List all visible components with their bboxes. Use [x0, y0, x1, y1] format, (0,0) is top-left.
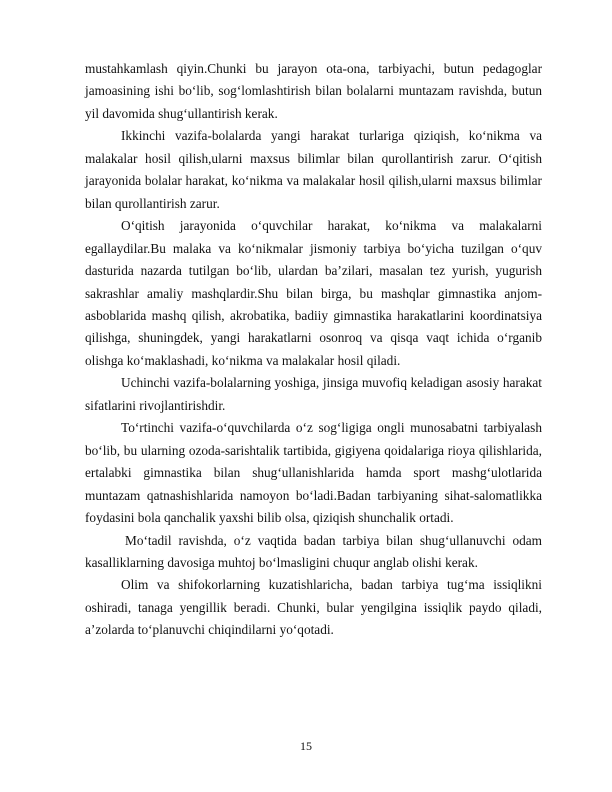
- paragraph: mustahkamlash qiyin.Chunki bu jarayon ota-ona, tarbiyachi, butun pedagoglar jamoasining ishi bo‘lib, sog‘lomlashtirish bilan bolalarni muntazam ravishda, butun yil davomida shug‘ullantirish kerak.: [85, 61, 542, 121]
- paragraph: Olim va shifokorlarning kuzatishlaricha, badan tarbiya tug‘ma issiqlikni oshiradi, tanaga yengillik beradi. Chunki, bular yengilgina issiqlik paydo qiladi, a’zolarda to‘planuvchi chiqindilarni yo‘qotadi.: [85, 577, 542, 638]
- paragraph: Ikkinchi vazifa-bolalarda yangi harakat turlariga qiziqish, ko‘nikma va malakalar hosil qilish,ularni maxsus bilimlar bilan qurollantirish zarur. O‘qitish jarayonida bolalar harakat, ko‘nikma va malakalar hosil qilish,ularni maxsus bilimlar bilan qurollantirish zarur.: [85, 128, 542, 211]
- page-number: 15: [300, 739, 312, 753]
- document-body: [85, 58, 542, 642]
- paragraph: Mo‘tadil ravishda, o‘z vaqtida badan tarbiya bilan shug‘ullanuvchi odam kasalliklarning davosiga muhtoj bo‘lmasligini chuqur anglab olishi kerak.: [85, 532, 542, 570]
- paragraph: O‘qitish jarayonida o‘quvchilar harakat, ko‘nikma va malakalarni egallaydilar.Bu malaka va ko‘nikmalar jismoniy tarbiya bo‘yicha tuzilgan o‘quv dasturida nazarda tutilgan bo‘lib, ulardan ba’zilari, masalan tez yurish, yugurish sakrashlar amaliy mashqlardir.Shu bilan birga, bu mashqlar gimnastika anjom-asboblarida mashq qilish, akrobatika, badiiy gimnastika harakatlarini koordinatsiya qilishga, shuningdek, yangi harakatlarni osonroq va qisqa vaqt ichida o‘rganib olishga ko‘maklashadi, ko‘nikma va malakalar hosil qiladi.: [85, 218, 542, 368]
- paragraph: To‘rtinchi vazifa-o‘quvchilarda o‘z sog‘ligiga ongli munosabatni tarbiyalash bo‘lib, bu ularning ozoda-sarishtalik tartibida, gigiyena qoidalariga rioya qilishlarida, ertalabki gimnastika bilan shug‘ullanishlarida hamda sport mashg‘ulotlarida muntazam qatnashishlarida namoyon bo‘ladi.Badan tarbiyaning sihat-salomatlikka foydasini bola qanchalik yaxshi bilib olsa, qiziqish shunchalik ortadi.: [85, 420, 542, 526]
- paragraph: Uchinchi vazifa-bolalarning yoshiga, jinsiga muvofiq keladigan asosiy harakat sifatlarini rivojlantirishdir.: [85, 375, 542, 413]
